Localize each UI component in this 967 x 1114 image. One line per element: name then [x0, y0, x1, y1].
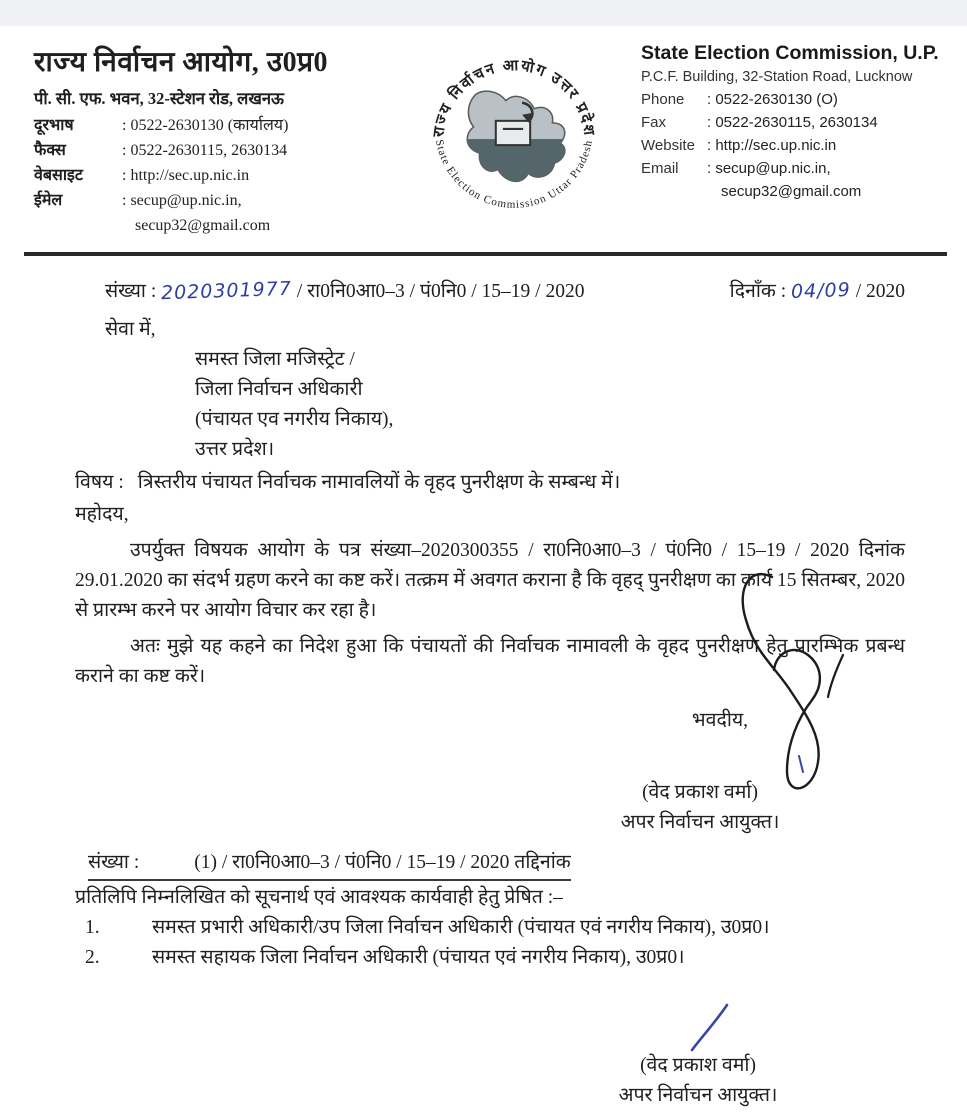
recipient-line: जिला निर्वाचन अधिकारी [195, 379, 363, 400]
letter-body [0, 256, 967, 1111]
website-value-english: : http://sec.up.nic.in [707, 137, 837, 154]
seal-top-text: राज्य निर्वाचन आयोग उत्तर प्रदेश [429, 57, 598, 139]
seal-bottom-text: State Election Commission Uttar Pradesh [432, 138, 595, 211]
email-value-hindi: : secup@up.nic.in, [122, 192, 242, 209]
fax-label-english: Fax [641, 114, 667, 131]
phone-row-english [641, 88, 941, 111]
phone-label-hindi: दूरभाष [34, 117, 74, 134]
bottom-signature-stroke-icon [679, 1001, 739, 1053]
reference-date [730, 276, 905, 307]
seal-emblem-icon [419, 44, 609, 226]
letterhead-hindi-block [34, 42, 386, 238]
signatory-name: (वेद प्रकाश वर्मा) [642, 782, 758, 803]
body-paragraph-2: अतः मुझे यह कहने का निदेश हुआ कि पंचायतों की निर्वाचक नामावली के वृहद पुनरीक्षण हेतु प्रारम्भिक प्रबन्ध कराने का कष्ट करें। [75, 636, 905, 687]
fax-value-english: : 0522-2630115, 2630134 [707, 114, 878, 131]
website-row-hindi [34, 163, 386, 188]
copy-item-2 [85, 943, 905, 973]
ref-date-handwritten: 04/09 [790, 278, 852, 304]
endorsement-number-value: (1) / रा0नि0आ0–3 / पं0नि0 / 15–19 / 2020 तद्दिनांक [194, 852, 571, 873]
email-value-english: : secup@up.nic.in, [707, 160, 831, 177]
email-label-english: Email [641, 160, 679, 177]
org-title-hindi: राज्य निर्वाचन आयोग, उ0प्र0 [34, 47, 329, 78]
subject-label: विषय : [75, 472, 124, 493]
bottom-signature-block [583, 1001, 813, 1111]
endorsement-blank [139, 848, 194, 878]
signature-space [595, 736, 805, 778]
signatory-designation: अपर निर्वाचन आयुक्त। [620, 812, 780, 833]
closing-regards: भवदीय, [691, 710, 749, 731]
reference-number [105, 276, 584, 307]
closing-block [595, 706, 805, 838]
copy-item-1 [85, 913, 905, 943]
salutation: महोदय, [75, 504, 129, 525]
recipient-opening: सेवा में, [105, 319, 156, 340]
email2-value-hindi: secup32@gmail.com [135, 217, 271, 234]
copy-item-1-text: समस्त प्रभारी अधिकारी/उप जिला निर्वाचन अधिकारी (पंचायत एवं नगरीय निकाय), उ0प्र0। [152, 917, 770, 938]
email-row-hindi [34, 188, 386, 213]
email2-row-hindi [34, 213, 386, 238]
endorsement-number-label: संख्या : [88, 852, 140, 873]
recipient-line: उत्तर प्रदेश। [195, 439, 275, 460]
fax-label-hindi: फैक्स [34, 142, 66, 159]
letterhead-english-block [641, 42, 941, 203]
recipient-line: (पंचायत एव नगरीय निकाय), [195, 409, 394, 430]
website-label-english: Website [641, 137, 695, 154]
endorsement-number-line [88, 848, 571, 881]
ref-number-rest: / रा0नि0आ0–3 / पं0नि0 / 15–19 / 2020 [296, 281, 585, 302]
copy-item-2-text: समस्त सहायक जिला निर्वाचन अधिकारी (पंचायत एवं नगरीय निकाय), उ0प्र0। [152, 947, 685, 968]
commission-seal [419, 44, 609, 231]
website-value-hindi: : http://sec.up.nic.in [122, 167, 250, 184]
fax-row-english [641, 111, 941, 134]
recipient-address [195, 345, 905, 465]
phone-value-hindi: : 0522-2630130 (कार्यालय) [122, 117, 289, 134]
endorsement-number-row [75, 838, 905, 881]
ref-number-label: संख्या : [105, 281, 157, 302]
website-label-hindi: वेबसाइट [34, 167, 83, 184]
org-address-english: P.C.F. Building, 32-Station Road, Lucknow [641, 69, 913, 85]
scan-top-margin [0, 0, 967, 26]
reference-row [105, 276, 905, 307]
email-row-english [641, 157, 941, 180]
recipient-line: समस्त जिला मजिस्ट्रेट / [195, 349, 355, 370]
phone-value-english: : 0522-2630130 (O) [707, 91, 838, 108]
website-row-english [641, 134, 941, 157]
bottom-signatory-name: (वेद प्रकाश वर्मा) [640, 1055, 756, 1076]
org-title-english: State Election Commission, U.P. [641, 42, 939, 64]
phone-label-english: Phone [641, 91, 685, 108]
letterhead [0, 26, 967, 238]
ref-date-rest: / 2020 [855, 281, 905, 302]
subject-line [75, 468, 905, 498]
bottom-signatory-designation: अपर निर्वाचन आयुक्त। [618, 1085, 778, 1106]
phone-row-hindi [34, 113, 386, 138]
copy-forward-line: प्रतिलिपि निम्नलिखित को सूचनार्थ एवं आवश्यक कार्यवाही हेतु प्रेषित :– [75, 887, 563, 908]
ref-number-handwritten: 2020301977 [160, 277, 293, 305]
fax-row-hindi [34, 138, 386, 163]
subject-text: त्रिस्तरीय पंचायत निर्वाचक नामावलियों के वृहद पुनरीक्षण के सम्बन्ध में। [137, 472, 621, 493]
copy-item-2-number: 2. [85, 947, 100, 968]
email-label-hindi: ईमेल [34, 192, 63, 209]
org-address-hindi: पी. सी. एफ. भवन, 32-स्टेशन रोड, लखनऊ [34, 89, 284, 108]
body-paragraph-1: उपर्युक्त विषयक आयोग के पत्र संख्या–2020300355 / रा0नि0आ0–3 / पं0नि0 / 15–19 / 2020 दिनांक 29.01.2020 का संदर्भ ग्रहण करने का कष्ट करें। तत्क्रम में अवगत कराना है कि वृहद् पुनरीक्षण का कार्य 15 सितम्बर, 2020 से प्रारम्भ करने पर आयोग विचार कर रहा है। [75, 540, 905, 621]
ref-date-label: दिनाँक : [729, 281, 787, 302]
fax-value-hindi: : 0522-2630115, 2630134 [122, 142, 288, 159]
email2-row-english [641, 180, 941, 203]
copy-item-1-number: 1. [85, 917, 100, 938]
email2-value-english: secup32@gmail.com [721, 183, 862, 200]
